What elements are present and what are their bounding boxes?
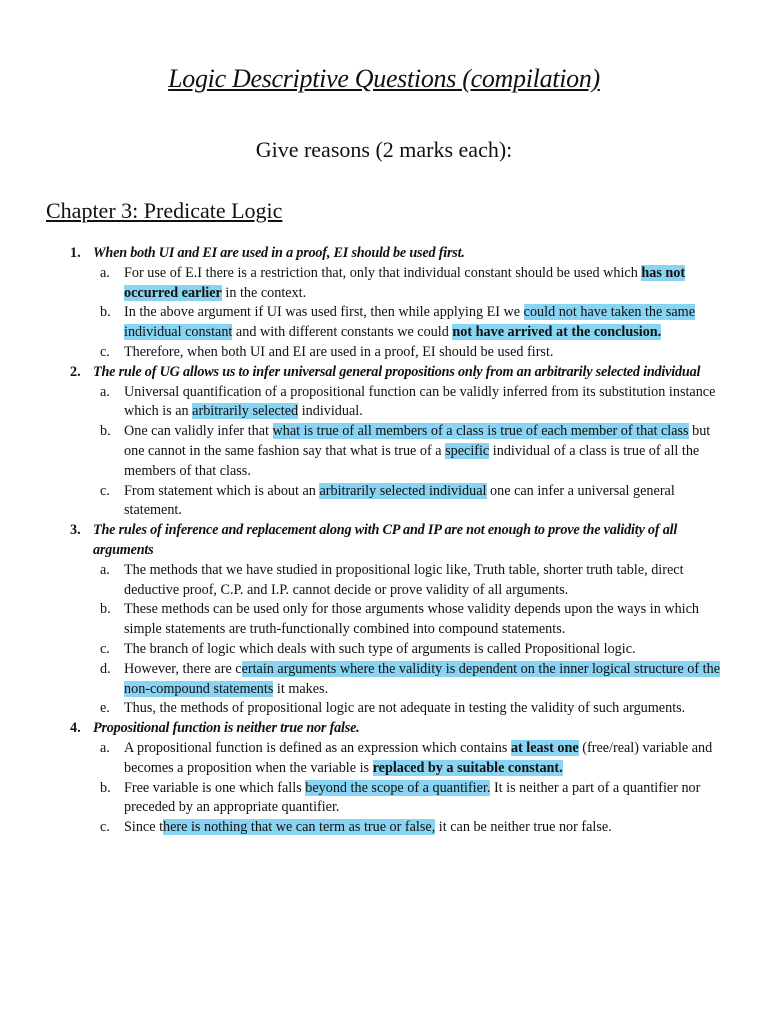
text-span: The methods that we have studied in propositional logic like, Truth table, shorter truth table, direct deductive proof, C.P. and I.P. cannot decide or prove validity of all arguments.	[124, 561, 684, 598]
answer-text	[124, 264, 722, 304]
highlighted-text: ertain arguments where the validity is dependent on the inner logical structure of the non-compound statements	[124, 660, 721, 697]
highlighted-text: replaced by a suitable constant.	[372, 759, 563, 776]
answer-label: b.	[100, 423, 111, 440]
answer-item	[93, 699, 722, 719]
text-span: but one cannot in the same fashion say that what is true of a	[124, 423, 711, 459]
answer-list	[93, 264, 722, 363]
answer-label: c.	[100, 482, 110, 499]
question-list	[70, 244, 722, 838]
text-span: A propositional function is defined as an expression which contains	[124, 739, 511, 756]
answer-item	[93, 818, 722, 838]
text-span: and with different constants we could	[232, 324, 453, 341]
answer-list	[93, 739, 722, 838]
highlighted-text: at least one	[510, 739, 579, 756]
question-item	[70, 363, 722, 521]
question-text: When both UI and EI are used in a proof, EI should be used first.	[93, 245, 465, 261]
answer-label: a.	[100, 264, 110, 281]
answer-text	[124, 561, 722, 601]
chapter-heading: Chapter 3: Predicate Logic	[46, 198, 283, 223]
text-span: From statement which is about an	[124, 482, 320, 499]
answer-item	[93, 739, 722, 779]
question-number: 1.	[70, 245, 81, 261]
answer-item	[93, 343, 722, 363]
text-span: in the context.	[221, 284, 307, 301]
question-number: 3.	[70, 522, 81, 539]
answer-label: b.	[100, 601, 111, 618]
answer-item	[93, 561, 722, 601]
highlighted-text: arbitrarily selected individual	[319, 482, 487, 499]
answer-item	[93, 600, 722, 640]
question-item	[70, 244, 722, 363]
answer-label: a.	[100, 561, 110, 578]
answer-item	[93, 660, 722, 700]
text-span: However, there are c	[124, 660, 242, 677]
answer-label: b.	[100, 779, 111, 796]
highlighted-text: specific	[445, 442, 490, 459]
text-span: Free variable is one which falls	[124, 779, 306, 796]
highlighted-text: here is nothing that we can term as true or false,	[163, 819, 436, 836]
answer-label: d.	[100, 660, 111, 677]
highlighted-text: has not occurred earlier	[124, 264, 686, 301]
question-item	[70, 521, 722, 719]
text-span: In the above argument if UI was used first, then while applying EI we	[124, 304, 524, 321]
answer-list	[93, 561, 722, 719]
text-span: These methods can be used only for those arguments whose validity depends upon the ways in which simple statements are truth-functionally combined into compound statements.	[124, 601, 700, 638]
text-span: (free/real) variable and becomes a proposition when the variable is	[124, 739, 713, 776]
answer-label: a.	[100, 739, 110, 756]
answer-item	[93, 640, 722, 660]
answer-item	[93, 422, 722, 481]
answer-text	[124, 699, 722, 719]
answer-item	[93, 383, 722, 423]
answer-label: a.	[100, 383, 110, 400]
answer-text	[124, 482, 722, 522]
answer-text	[124, 818, 722, 838]
text-span: The branch of logic which deals with such type of arguments is called Propositional logic.	[124, 640, 636, 657]
text-span: it can be neither true nor false.	[435, 819, 612, 836]
answer-label: c.	[100, 343, 110, 360]
answer-text	[124, 383, 722, 423]
answer-item	[93, 779, 722, 819]
question-item	[70, 719, 722, 838]
answer-text	[124, 660, 722, 700]
highlighted-text: what is true of all members of a class is true of each member of that class	[272, 423, 689, 440]
answer-label: c.	[100, 819, 110, 836]
answer-text	[124, 779, 722, 819]
question-number: 2.	[70, 363, 81, 380]
text-span: Since t	[124, 819, 164, 836]
answer-text	[124, 343, 722, 363]
highlighted-text: beyond the scope of a quantifier.	[305, 779, 491, 796]
answer-text	[124, 739, 722, 779]
text-span: one can infer a universal general statement.	[124, 482, 675, 519]
highlighted-text: arbitrarily selected	[192, 403, 299, 420]
answer-label: c.	[100, 640, 110, 657]
text-span: individual of a class is true of all the members of that class.	[124, 442, 700, 479]
answer-item	[93, 482, 722, 522]
answer-label: e.	[100, 700, 110, 717]
text-span: Universal quantification of a propositional function can be validly inferred from its substitution instance which is an	[124, 383, 716, 420]
question-text: The rule of UG allows us to infer universal general propositions only from an arbitrarily selected individual	[93, 363, 701, 380]
text-span: Therefore, when both UI and EI are used in a proof, EI should be used first.	[124, 343, 554, 360]
section-subtitle: Give reasons (2 marks each):	[255, 137, 513, 162]
answer-list	[93, 383, 722, 522]
answer-text	[124, 422, 722, 481]
question-number: 4.	[70, 720, 81, 737]
answer-label: b.	[100, 304, 111, 321]
page-title: Logic Descriptive Questions (compilation)	[168, 64, 600, 93]
question-text: The rules of inference and replacement along with CP and IP are not enough to prove the validity of all arguments	[93, 522, 678, 558]
text-span: individual.	[298, 403, 363, 420]
answer-text	[124, 640, 722, 660]
text-span: It is neither a part of a quantifier nor preceded by an appropriate quantifier.	[124, 779, 701, 816]
answer-text	[124, 600, 722, 640]
question-text: Propositional function is neither true nor false.	[93, 720, 360, 737]
text-span: it makes.	[273, 680, 329, 697]
highlighted-text: could not have taken the same individual constant	[124, 304, 696, 341]
text-span: Thus, the methods of propositional logic are not adequate in testing the validity of such arguments.	[124, 700, 686, 717]
text-span: One can validly infer that	[124, 423, 273, 440]
answer-item	[93, 264, 722, 304]
answer-item	[93, 303, 722, 343]
answer-text	[124, 303, 722, 343]
highlighted-text: not have arrived at the conclusion.	[452, 324, 662, 341]
question-list-container	[70, 244, 722, 838]
text-span: For use of E.I there is a restriction that, only that individual constant should be used which	[124, 264, 642, 281]
